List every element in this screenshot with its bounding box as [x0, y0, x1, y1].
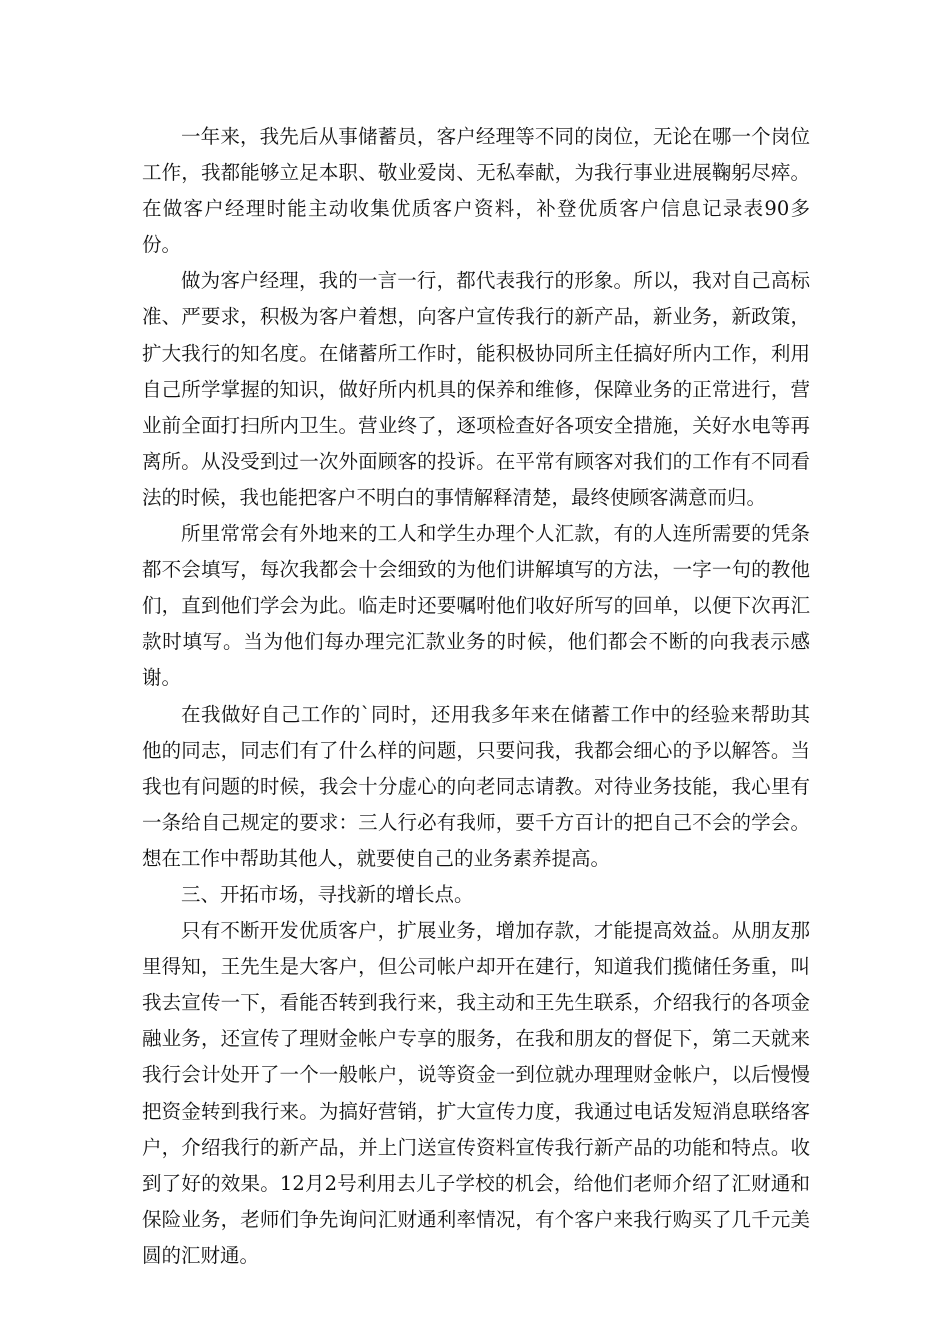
paragraph-1: 一年来，我先后从事储蓄员，客户经理等不同的岗位，无论在哪一个岗位工作，我都能够立足本职、敬业爱岗、无私奉献，为我行事业进展鞠躬尽瘁。在做客户经理时能主动收集优质客户资料，补登优质客户信息记录表90多份。 — [142, 125, 810, 257]
paragraph-2: 做为客户经理，我的一言一行，都代表我行的形象。所以，我对自己高标准、严要求，积极为客户着想，向客户宣传我行的新产品，新业务，新政策，扩大我行的知名度。在储蓄所工作时，能积极协同所主任搞好所内工作，利用自己所学掌握的知识，做好所内机具的保养和维修，保障业务的正常进行，营业前全面打扫所内卫生。营业终了，逐项检查好各项安全措施，关好水电等再离所。从没受到过一次外面顾客的投诉。在平常有顾客对我们的工作有不同看法的时候，我也能把客户不明白的事情解释清楚，最终使顾客满意而归。 — [142, 269, 810, 509]
paragraph-4: 在我做好自己工作的`同时，还用我多年来在储蓄工作中的经验来帮助其他的同志，同志们有了什么样的问题，只要问我，我都会细心的予以解答。当我也有问题的时候，我会十分虚心的向老同志请教。对待业务技能，我心里有一条给自己规定的要求：三人行必有我师，要千方百计的把自己不会的学会。想在工作中帮助其他人，就要使自己的业务素养提高。 — [142, 702, 810, 870]
section-heading: 三、开拓市场，寻找新的增长点。 — [181, 882, 474, 906]
paragraph-3: 所里常常会有外地来的工人和学生办理个人汇款，有的人连所需要的凭条都不会填写，每次我都会十会细致的为他们讲解填写的方法，一字一句的教他们，直到他们学会为此。临走时还要嘱咐他们收好所写的回单，以便下次再汇款时填写。当为他们每办理完汇款业务的时候，他们都会不断的向我表示感谢。 — [142, 522, 810, 690]
document-page — [142, 119, 810, 1274]
paragraph-5: 只有不断开发优质客户，扩展业务，增加存款，才能提高效益。从朋友那里得知，王先生是大客户，但公司帐户却开在建行，知道我们揽储任务重，叫我去宣传一下，看能否转到我行来，我主动和王先生联系，介绍我行的各项金融业务，还宣传了理财金帐户专享的服务，在我和朋友的督促下，第二天就来我行会计处开了一个一般帐户，说等资金一到位就办理理财金帐户，以后慢慢把资金转到我行来。为搞好营销，扩大宣传力度，我通过电话发短消息联络客户，介绍我行的新产品，并上门送宣传资料宣传我行新产品的功能和特点。收到了好的效果。12月2号利用去儿子学校的机会，给他们老师介绍了汇财通和保险业务，老师们争先询问汇财通利率情况，有个客户来我行购买了几千元美圆的汇财通。 — [142, 919, 810, 1267]
